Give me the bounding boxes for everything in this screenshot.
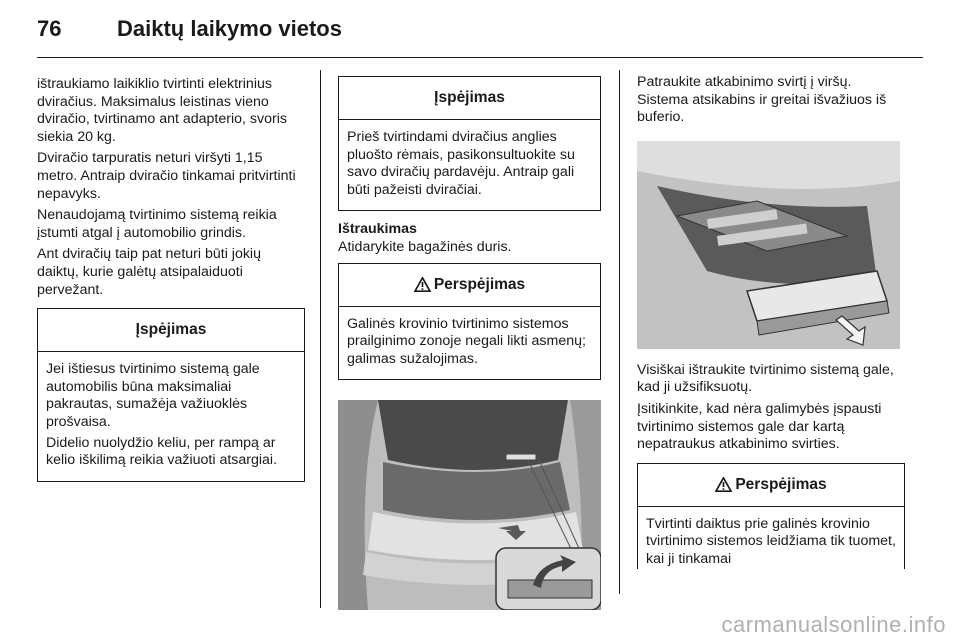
notice-title: Įspėjimas	[38, 309, 304, 352]
warning-text: Galinės krovinio tvirtinimo sistemos prailginimo zonoje negali likti asmenų; galimas sužalojimas.	[347, 315, 586, 367]
section-heading: Ištraukimas	[338, 221, 417, 238]
warning-triangle-icon	[715, 477, 732, 492]
page-number: 76	[37, 16, 62, 41]
carrier-pull-out-illustration	[637, 141, 900, 349]
trunk-release-lever-illustration	[338, 400, 601, 610]
paragraph: Dviračio tarpuratis neturi viršyti 1,15 metro. Antraip dviračio tinkamai pritvirtinti nepavyks.	[37, 150, 296, 202]
notice-box	[37, 308, 305, 482]
warning-header	[638, 464, 904, 507]
paragraph: Ant dviračių taip pat neturi būti jokių daiktų, kurie galėtų atsipalaiduoti pervežant.	[37, 246, 261, 298]
warning-header	[339, 264, 600, 307]
column-divider	[619, 70, 620, 594]
warning-title: Perspėjimas	[433, 275, 526, 293]
column-divider	[320, 70, 321, 608]
header-rule	[37, 57, 923, 58]
notice-text: Jei ištiesus tvirtinimo sistemą gale automobilis būna maksimaliai pakrautas, sumažėja važiuoklės prošvaisa.	[46, 361, 260, 430]
notice-box	[338, 76, 601, 211]
watermark: carmanualsonline.info	[721, 612, 946, 637]
paragraph: ištraukiamo laikiklio tvirtinti elektrinius dviračius. Maksimalus leistinas vieno dviračio, tvirtinamo ant adapterio, svoris siekia 20 kg.	[37, 76, 287, 145]
warning-title: Perspėjimas	[735, 475, 827, 493]
column-3	[637, 74, 905, 572]
notice-title: Įspėjimas	[339, 77, 600, 120]
paragraph: Nenaudojamą tvirtinimo sistemą reikia įstumti atgal į automobilio grindis.	[37, 207, 277, 241]
warning-box	[637, 463, 905, 569]
instruction-text: Patraukite atkabinimo svirtį į viršų. Sistema atsikabins ir greitai išvažiuos iš buferio.	[637, 74, 887, 126]
column-2	[338, 76, 601, 610]
page-title: Daiktų laikymo vietos	[117, 16, 342, 41]
paragraph: Įsitikinkite, kad nėra galimybės įspausti tvirtinimo sistemos gale dar kartą nepatraukus atkabinimo svirties.	[637, 400, 882, 453]
column-1	[37, 76, 305, 482]
notice-text: Didelio nuolydžio keliu, per rampą ar kelio iškilimą reikia važiuoti atsargiai.	[46, 434, 278, 469]
paragraph: Visiškai ištraukite tvirtinimo sistemą gale, kad ji užsifiksuotų.	[637, 361, 894, 396]
instruction-text: Atidarykite bagažinės duris.	[338, 238, 512, 255]
warning-box	[338, 263, 601, 381]
warning-triangle-icon	[414, 277, 431, 292]
warning-text: Tvirtinti daiktus prie galinės krovinio tvirtinimo sistemos leidžiama tik tuomet, kai ji tinkamai	[646, 515, 896, 567]
notice-text: Prieš tvirtindami dviračius anglies pluošto rėmais, pasikonsultuokite su savo dviračių pardavėju. Antraip gali būti pažeisti dviračiai.	[347, 129, 575, 198]
